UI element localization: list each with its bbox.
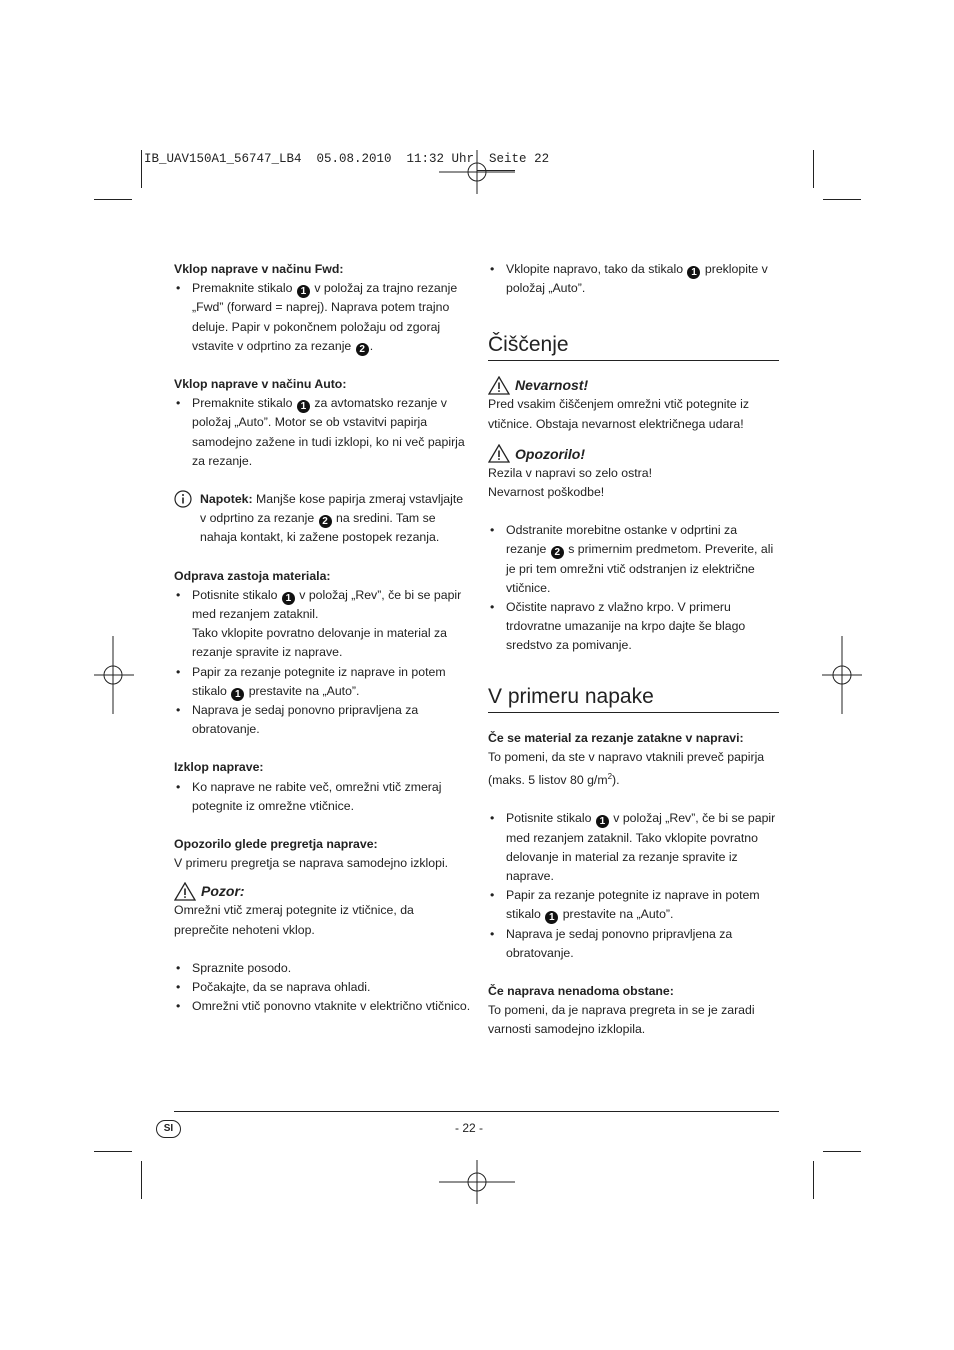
list-item: • Papir za rezanje potegnite iz naprave in potem stikalo 1 prestavite na „Auto”. [174, 663, 469, 701]
fault-title: V primeru napake [488, 684, 779, 713]
marker-1: 1 [297, 400, 310, 413]
stuck-text: To pomeni, da ste v napravo vtaknili preveč papirja (maks. 5 listov 80 $g/m^2$). [488, 749, 765, 788]
marker-1: 1 [282, 592, 295, 605]
print-slug: IB_UAV150A1_56747_LB4 05.08.2010 11:32 Uhr Seite 22 [144, 152, 550, 166]
marker-1: 1 [687, 266, 700, 279]
jam-list [174, 586, 469, 740]
crop-mark-icon [141, 1161, 142, 1199]
stops-heading: Če naprava nenadoma obstane: [488, 983, 674, 998]
list-item: • Očistite napravo z vlažno krpo. V primeru trdovratne umazanije na krpo dajte še blago sredstvo za pomivanje. [488, 598, 779, 656]
list-item: • Počakajte, da se naprava ohladi. [174, 978, 469, 997]
list-item: • Naprava je sedaj ponovno pripravljena za obratovanje. [488, 925, 779, 963]
crop-mark-icon [94, 199, 132, 200]
crop-mark-icon [94, 1151, 132, 1152]
slug-underline [477, 170, 515, 171]
list-item: • Vklopite napravo, tako da stikalo 1 preklopite v položaj „Auto”. [488, 260, 779, 298]
list-item: • Premaknite stikalo 1 za avtomatsko rezanje v položaj „Auto”. Motor se ob vstavitvi papirja samodejno zažene in tudi izklopi, ko ni več papirja za rezanje. [174, 394, 469, 471]
auto-list [174, 394, 469, 471]
danger-warning: Nevarnost! [488, 375, 779, 395]
registration-mark-icon [92, 636, 136, 714]
stops-text: To pomeni, da je naprava pregreta in se je zaradi varnosti samodejno izklopila. [488, 1003, 755, 1037]
warning-triangle-icon [488, 444, 510, 463]
jam-heading: Odprava zastoja materiala: [174, 568, 331, 583]
crop-mark-icon [141, 150, 142, 188]
crop-mark-icon [813, 1161, 814, 1199]
registration-mark-icon [437, 1160, 517, 1204]
list-item: • Spraznite posodo. [174, 959, 469, 978]
list-item: • Papir za rezanje potegnite iz naprave in potem stikalo 1 prestavite na „Auto”. [488, 886, 779, 924]
steps-list [174, 959, 469, 1017]
note-text: Napotek: Manjše kose papirja zmeraj vstavljajte v odprtino za rezanje 2 na sredini. Tam se nahaja kontakt, ki zažene postopek rezanja. [200, 492, 464, 545]
marker-1: 1 [596, 815, 609, 828]
marker-2: 2 [551, 546, 564, 559]
list-item: • Potisnite stikalo 1 v položaj „Rev”, če bi se papir med rezanjem zataknil. Tako vklopite povratno delovanje in material za rezanje spravite iz naprave. [174, 586, 469, 663]
overheat-heading: Opozorilo glede pregretja naprave: [174, 837, 378, 852]
list-item: • Ko naprave ne rabite več, omrežni vtič zmeraj potegnite iz omrežne vtičnice. [174, 778, 469, 816]
language-badge: SI [156, 1120, 181, 1138]
cleaning-title: Čiščenje [488, 332, 779, 361]
fwd-list [174, 279, 469, 356]
registration-mark-icon [820, 636, 864, 714]
crop-mark-icon [823, 1151, 861, 1152]
cleaning-list [488, 521, 779, 655]
pozor-text: Omrežni vtič zmeraj potegnite iz vtičnice, da preprečite nehoteni vklop. [174, 903, 414, 937]
list-item: • Potisnite stikalo 1 v položaj „Rev”, če bi se papir med rezanjem zataknil. Tako vklopite povratno delovanje in material za rezanje spravite iz naprave. [488, 809, 779, 886]
info-icon [174, 490, 192, 508]
list-item: • Omrežni vtič ponovno vtaknite v električno vtičnico. [174, 997, 469, 1016]
danger-text: Pred vsakim čiščenjem omrežni vtič potegnite iz vtičnice. Obstaja nevarnost električnega udara! [488, 397, 750, 431]
marker-2: 2 [356, 343, 369, 356]
page-number: - 22 - [455, 1121, 484, 1135]
footer-rule [174, 1111, 779, 1112]
opozorilo-warning: Opozorilo! [488, 444, 779, 464]
warning-triangle-icon [488, 376, 510, 395]
right-column [488, 260, 779, 1040]
stuck-heading: Če se material za rezanje zatakne v napravi: [488, 730, 744, 745]
warning-line-1: Rezila v napravi so zelo ostra! [488, 465, 653, 480]
marker-1: 1 [545, 911, 558, 924]
list-item: • Odstranite morebitne ostanke v odprtini za rezanje 2 s primernim predmetom. Preverite, ali je pri tem omrežni vtič odstranjen iz električne vtičnice. [488, 521, 779, 598]
auto-heading: Vklop naprave v načinu Auto: [174, 377, 347, 392]
overheat-text: V primeru pregretja se naprava samodejno izklopi. [174, 856, 449, 871]
list-item: • Premaknite stikalo 1 v položaj za trajno rezanje „Fwd” (forward = naprej). Naprava potem trajno deluje. Papir v pokončnem položaju od zgoraj vstavite v odprtino za rezanje 2 . [174, 279, 469, 356]
off-heading: Izklop naprave: [174, 760, 264, 775]
warning-line-2: Nevarnost poškodbe! [488, 485, 605, 500]
marker-1: 1 [231, 688, 244, 701]
note-block [174, 490, 469, 548]
marker-2: 2 [319, 515, 332, 528]
crop-mark-icon [813, 150, 814, 188]
warning-triangle-icon [174, 882, 196, 901]
crop-mark-icon [823, 199, 861, 200]
fwd-heading: Vklop naprave v načinu Fwd: [174, 262, 344, 276]
top-list [488, 260, 779, 298]
pozor-warning: Pozor: [174, 881, 469, 901]
off-list [174, 778, 469, 816]
list-item: • Naprava je sedaj ponovno pripravljena za obratovanje. [174, 701, 469, 739]
fault-list [488, 809, 779, 963]
left-column [174, 260, 469, 1017]
marker-1: 1 [297, 285, 310, 298]
